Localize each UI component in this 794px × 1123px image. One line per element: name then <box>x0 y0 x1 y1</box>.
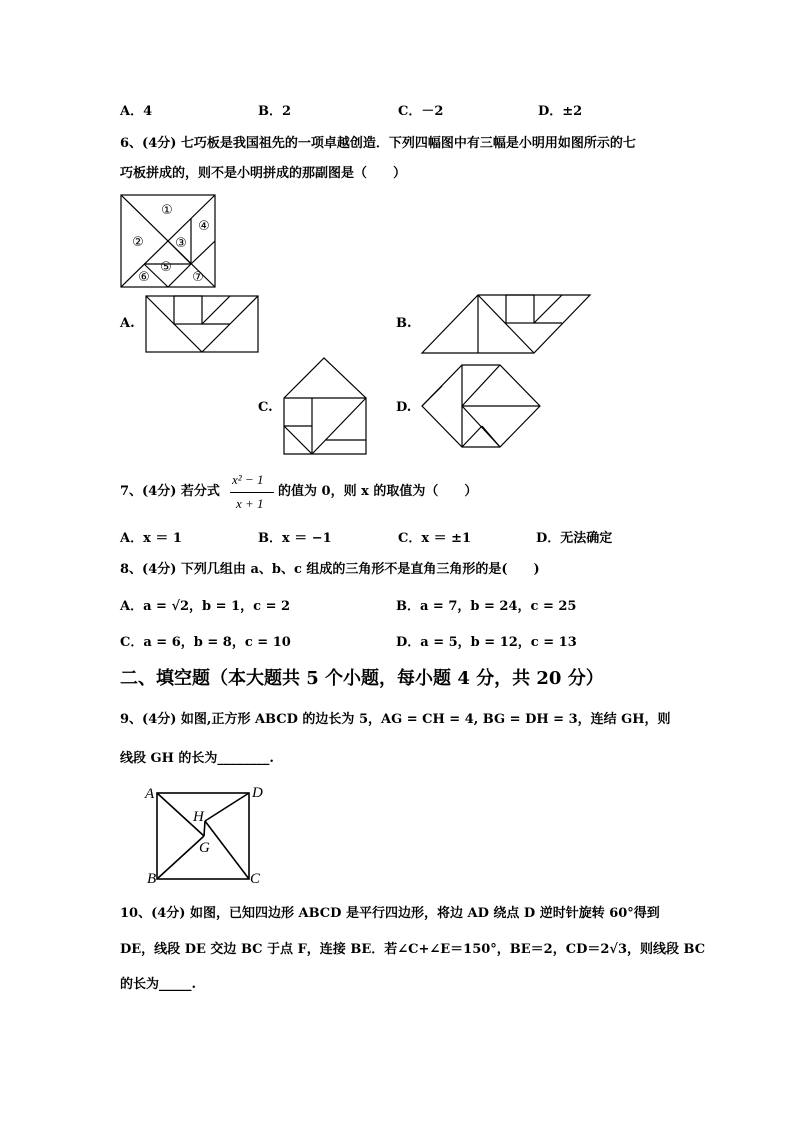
q6-option-b-figure <box>421 294 591 354</box>
piece-label-5: ⑤ <box>160 260 172 275</box>
piece-label-4: ④ <box>198 219 210 234</box>
q6-stem-line1: 6、(4分) 七巧板是我国祖先的一项卓越创造．下列四幅图中有三幅是小明用如图所示的七 <box>120 136 636 151</box>
q8-option-b: B．a = 7，b = 24，c = 25 <box>396 599 577 614</box>
point-label-g: G <box>199 840 210 856</box>
q7-numerator: x² − 1 <box>232 472 264 487</box>
q7-option-b: B．x ＝ −1 <box>258 531 332 546</box>
q9-stem-line2: 线段 GH 的长为________. <box>120 751 274 766</box>
q10-stem-line2: DE，线段 DE 交边 BC 于点 F，连接 BE．若∠C+∠E＝150°，BE＝2，CD＝2√3，则线段 BC <box>120 942 706 957</box>
q7-stem-prefix: 7、(4分) 若分式 <box>120 484 220 499</box>
q7-option-a: A．x ＝ 1 <box>120 531 182 546</box>
q5-option-a: A．4 <box>120 104 153 119</box>
q6-option-d-figure <box>421 364 541 448</box>
q8-option-d: D．a = 5，b = 12，c = 13 <box>396 635 577 650</box>
q10-stem-line1: 10、(4分) 如图，已知四边形 ABCD 是平行四边形，将边 AD 绕点 D 逆时针旋转 60°得到 <box>120 906 660 921</box>
point-label-c: C <box>250 871 261 887</box>
piece-label-3: ③ <box>175 236 187 251</box>
point-label-d: D <box>252 785 263 801</box>
q7-option-d: D．无法确定 <box>536 531 613 546</box>
piece-label-7: ⑦ <box>192 270 204 285</box>
q6-option-a-label: A. <box>120 316 135 331</box>
q7-stem-suffix: 的值为 0，则 x 的取值为（ ） <box>278 484 478 499</box>
point-label-a: A <box>145 786 155 802</box>
q7-denominator: x + 1 <box>236 496 264 511</box>
q6-option-b-label: B. <box>396 316 412 331</box>
q7-option-c: C．x ＝ ±1 <box>398 531 472 546</box>
q10-stem-line3: 的长为_____. <box>120 977 197 992</box>
tangram-reference-figure <box>120 194 216 288</box>
q9-stem-line1: 9、(4分) 如图,正方形 ABCD 的边长为 5，AG = CH = 4, BG = DH = 3，连结 GH，则 <box>120 712 671 727</box>
q6-option-d-label: D. <box>396 400 412 415</box>
section-heading: 二、填空题（本大题共 5 个小题，每小题 4 分，共 20 分） <box>120 668 604 689</box>
q5-option-d: D．±2 <box>538 104 583 119</box>
q6-option-c-figure <box>283 357 367 455</box>
piece-label-2: ② <box>132 235 144 250</box>
q9-square-figure <box>143 783 273 887</box>
q6-stem-line2: 巧板拼成的，则不是小明拼成的那副图是（ ） <box>120 166 407 181</box>
q6-option-c-label: C. <box>258 400 273 415</box>
piece-label-1: ① <box>161 203 173 218</box>
q5-option-b: B．2 <box>258 104 292 119</box>
q6-option-a-figure <box>145 295 259 353</box>
piece-label-6: ⑥ <box>138 270 150 285</box>
q8-option-a: A．a = √2，b = 1，c = 2 <box>120 599 291 614</box>
point-label-h: H <box>193 809 204 825</box>
q7-fraction-bar <box>230 492 274 493</box>
q5-option-c: C．－2 <box>398 104 444 119</box>
point-label-b: B <box>147 871 157 887</box>
q8-option-c: C．a = 6，b = 8，c = 10 <box>120 635 291 650</box>
q8-stem: 8、(4分) 下列几组由 a、b、c 组成的三角形不是直角三角形的是( ) <box>120 562 540 577</box>
